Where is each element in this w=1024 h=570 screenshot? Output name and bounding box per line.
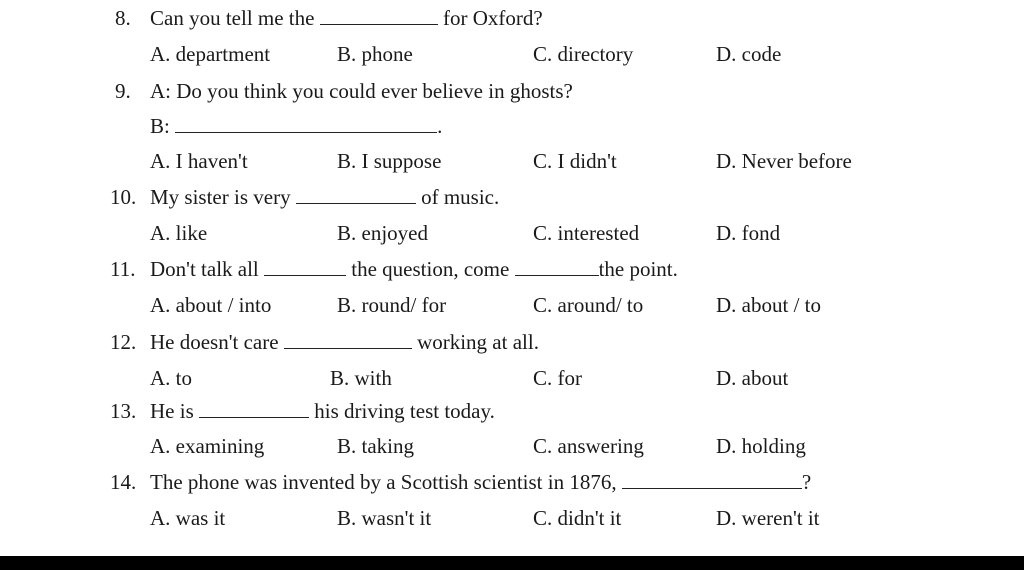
option-d: D. weren't it [716,506,820,530]
option-a: A. I haven't [150,149,248,173]
option-c: C. interested [533,221,640,245]
option-b: B. wasn't it [337,506,432,530]
option-d: D. about / to [716,293,821,317]
option-a: A. was it [150,506,226,530]
option-c: C. I didn't [533,149,617,173]
answer-blank [199,399,309,418]
option-b: B. I suppose [337,149,442,173]
option-a: A. department [150,42,271,66]
question-text: A: Do you think you could ever believe in ghosts? [150,79,573,103]
option-b: B. round/ for [337,293,447,317]
answer-blank [175,114,437,133]
question-number: 14. [110,470,137,494]
option-d: D. about [716,366,789,390]
question-text: Don't talk all the question, come the point. [150,257,678,281]
option-d: D. holding [716,434,806,458]
option-b: B. with [330,366,392,390]
option-b: B. taking [337,434,414,458]
option-d: D. Never before [716,149,852,173]
question-number: 13. [110,399,137,423]
option-d: D. fond [716,221,781,245]
option-d: D. code [716,42,782,66]
question-number: 10. [110,185,137,209]
question-text: My sister is very of music. [150,185,500,209]
option-a: A. like [150,221,208,245]
option-c: C. directory [533,42,634,66]
answer-blank [622,470,802,489]
option-a: A. about / into [150,293,272,317]
option-b: B. phone [337,42,413,66]
option-a: A. examining [150,434,265,458]
bottom-black-bar [0,556,1024,570]
option-b: B. enjoyed [337,221,428,245]
dialogue-line-b: B: . [150,114,443,138]
answer-blank [264,257,346,276]
question-text: Can you tell me the for Oxford? [150,6,543,30]
option-c: C. answering [533,434,644,458]
question-number: 9. [115,79,131,103]
question-number: 11. [110,257,136,281]
answer-blank [320,6,438,25]
question-number: 8. [115,6,131,30]
question-text: The phone was invented by a Scottish scientist in 1876, ? [150,470,812,494]
question-number: 12. [110,330,137,354]
answer-blank [515,257,599,276]
option-c: C. didn't it [533,506,622,530]
question-text: He is his driving test today. [150,399,495,423]
answer-blank [284,330,412,349]
question-text: He doesn't care working at all. [150,330,539,354]
option-c: C. around/ to [533,293,644,317]
answer-blank [296,185,416,204]
option-c: C. for [533,366,582,390]
option-a: A. to [150,366,192,390]
